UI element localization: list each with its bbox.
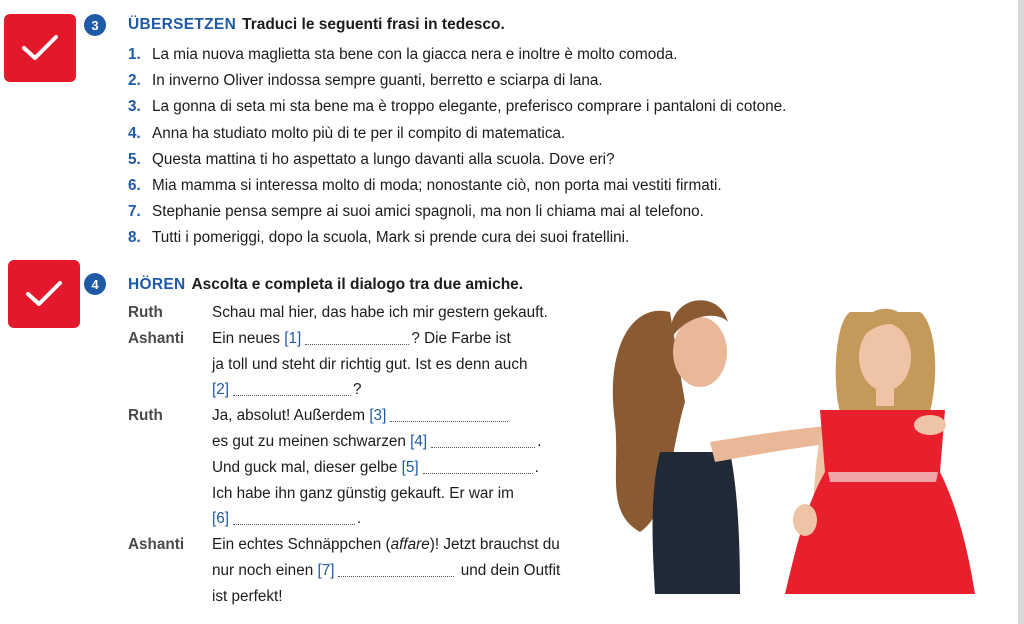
sentence-list (128, 46, 786, 256)
dialog-line (128, 562, 560, 588)
blank-number: [6] (212, 510, 230, 528)
dialog-line (128, 536, 560, 562)
sentence-text: Stephanie pensa sempre ai suoi amici spagnoli, ma non li chiama mai al telefono. (152, 203, 704, 221)
blank-field[interactable] (390, 407, 508, 422)
dialog-text: . (534, 458, 539, 476)
sentence-number: 2. (128, 72, 141, 90)
exercise-heading (128, 276, 523, 294)
exercise-keyword: ÜBERSETZEN (128, 16, 237, 33)
exercise-number-badge: 3 (84, 14, 106, 36)
dialog-text: ? Die Farbe ist (411, 329, 511, 347)
check-mark-3 (4, 14, 76, 82)
sentence-item (128, 203, 786, 229)
blank-number: [1] (284, 329, 302, 347)
speaker-name: Ashanti (128, 536, 185, 554)
dialog-line (128, 588, 560, 614)
blank-number: [5] (401, 458, 419, 476)
sentence-text: La mia nuova maglietta sta bene con la giacca nera e inoltre è molto comoda. (152, 46, 678, 63)
dialog-line (128, 381, 560, 407)
sentence-text: Anna ha studiato molto più di te per il compito di matematica. (152, 124, 566, 142)
dialog-text: Ja, absolut! Außerdem (212, 407, 366, 425)
dialog-line (128, 433, 560, 459)
sentence-number: 8. (128, 229, 141, 247)
dialog-text: Ein echtes Schnäppchen ( (212, 536, 391, 554)
sentence-number: 3. (128, 98, 141, 116)
sentence-number: 4. (128, 124, 141, 142)
sentence-item (128, 151, 786, 177)
dialog-text: Ich habe ihn ganz günstig gekauft. Er war im (212, 484, 514, 502)
blank-number: [3] (369, 407, 387, 425)
sentence-number: 6. (128, 176, 141, 194)
speaker-name: Ruth (128, 407, 163, 425)
dialog-text: )! Jetzt brauchst du (429, 536, 560, 554)
sentence-item (128, 177, 786, 203)
blank-number: [2] (212, 381, 230, 399)
dialog-text: . (357, 510, 362, 528)
dialog-text: ist perfekt! (212, 587, 283, 605)
checkmark-icon (24, 279, 64, 309)
dialog-line (128, 356, 560, 382)
blank-field[interactable] (305, 330, 409, 345)
exercise-number-badge: 4 (84, 273, 106, 295)
dialog-line (128, 459, 560, 485)
sentence-text: Tutti i pomeriggi, dopo la scuola, Mark si prende cura dei suoi fratellini. (152, 229, 630, 247)
dialog-text: Ein neues (212, 329, 281, 347)
speaker-name: Ruth (128, 304, 163, 321)
checkmark-icon (20, 33, 60, 63)
sentence-text: La gonna di seta mi sta bene ma è troppo elegante, preferisco comprare i pantaloni di cotone. (152, 98, 787, 116)
sentence-item (128, 229, 786, 255)
blank-number: [7] (317, 561, 335, 579)
dialog-text: . (537, 432, 542, 450)
exercise-keyword: HÖREN (128, 276, 186, 293)
sentence-item (128, 72, 786, 98)
dialog-text: es gut zu meinen schwarzen (212, 432, 406, 450)
exercise-instruction: Ascolta e completa il dialogo tra due amiche. (191, 276, 524, 293)
sentence-text: In inverno Oliver indossa sempre guanti, berretto e sciarpa di lana. (152, 72, 603, 90)
sentence-text: Mia mamma si interessa molto di moda; nonostante ciò, non porta mai vestiti firmati. (152, 176, 722, 194)
blank-field[interactable] (233, 381, 351, 396)
dialog-line (128, 304, 560, 330)
sentence-number: 1. (128, 46, 141, 63)
dialog-line (128, 485, 560, 511)
exercise-instruction: Traduci le seguenti frasi in tedesco. (242, 16, 505, 33)
dialog-text: ja toll und steht dir richtig gut. Ist es denn auch (212, 355, 528, 373)
dialog-text: Und guck mal, dieser gelbe (212, 458, 398, 476)
dialog-line (128, 407, 560, 433)
sentence-item (128, 125, 786, 151)
dialog-italic: affare (390, 536, 430, 554)
blank-number: [4] (410, 432, 428, 450)
dialog (128, 304, 560, 614)
sentence-number: 7. (128, 203, 141, 221)
page-edge (1018, 0, 1024, 624)
blank-field[interactable] (338, 562, 454, 577)
exercise-heading (128, 16, 505, 34)
sentence-text: Questa mattina ti ho aspettato a lungo davanti alla scuola. Dove eri? (152, 150, 615, 168)
two-friends-photo (600, 282, 1000, 594)
dialog-text: Schau mal hier, das habe ich mir gestern gekauft. (212, 304, 548, 321)
blank-field[interactable] (423, 459, 533, 474)
dialog-text: und dein Outfit (460, 561, 561, 579)
blank-field[interactable] (431, 433, 535, 448)
check-mark-4 (8, 260, 80, 328)
speaker-name: Ashanti (128, 329, 185, 347)
sentence-item (128, 98, 786, 124)
dialog-text: ? (353, 381, 362, 399)
sentence-number: 5. (128, 150, 141, 168)
sentence-item (128, 46, 786, 72)
dialog-text: nur noch einen (212, 561, 314, 579)
dialog-line (128, 510, 560, 536)
dialog-line (128, 330, 560, 356)
blank-field[interactable] (233, 510, 355, 525)
